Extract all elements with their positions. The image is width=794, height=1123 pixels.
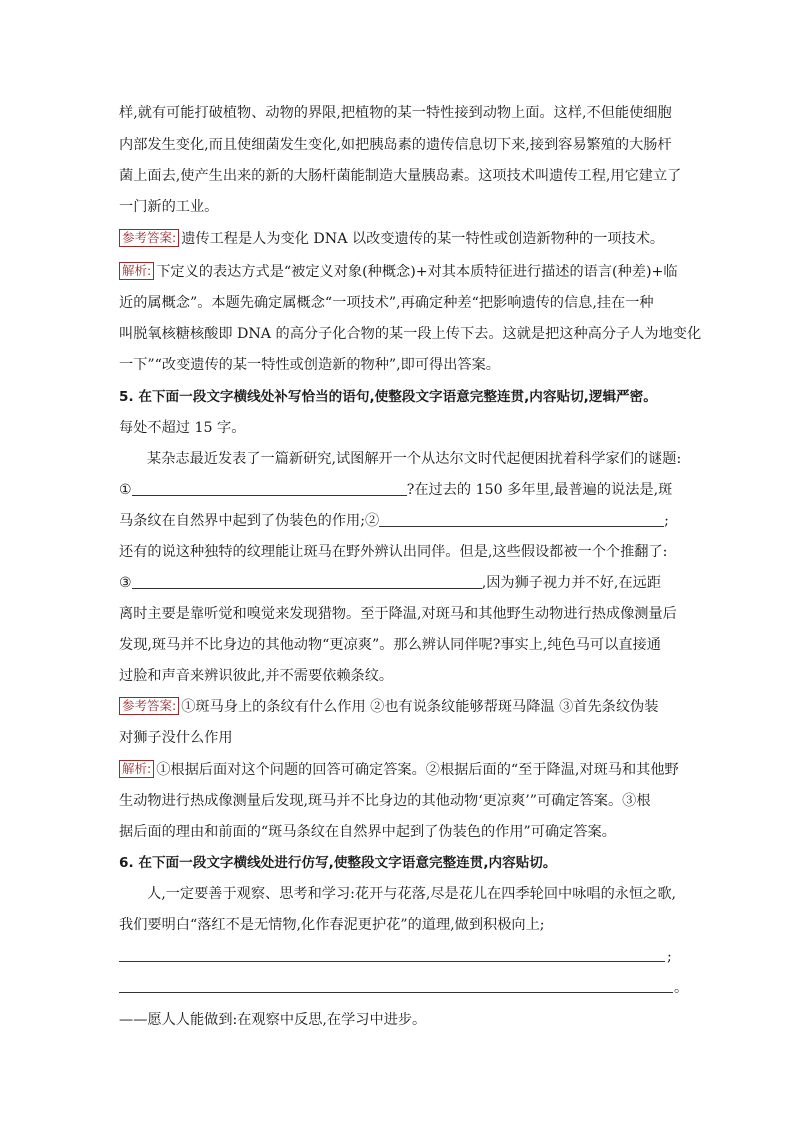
q5-analysis-line: ①根据后面对这个问题的回答可确定答案。②根据后面的“至于降温,对斑马和其他野 [156,762,679,778]
answer-tag: 参考答案: [119,229,179,247]
analysis-tag: 解析: [119,262,154,280]
q4-answer-text: 遗传工程是人为变化 DNA 以改变遗传的某一特性或创造新物种的一项技术。 [181,231,665,247]
q6-passage-line: 人,一定要善于观察、思考和学习:花开与花落,尽是花儿在四季轮回中咏唱的永恒之歌, [147,886,677,902]
q5-analysis-line: 据后面的理由和前面的“斑马条纹在自然界中起到了伪装色的作用”可确定答案。 [119,824,616,840]
q5-passage-line [119,511,679,531]
q4-analysis [119,262,679,282]
analysis-tag: 解析: [119,760,154,778]
q4-analysis-line: 下定义的表达方式是“被定义对象(种概念)+对其本质特征进行描述的语言(种差)+临 [156,264,678,280]
answer-blank-3[interactable] [132,574,482,589]
q5-passage-line: 某杂志最近发表了一篇新研究,试图解开一个从达尔文时代起便困扰着科学家们的谜题: [147,451,682,467]
q4-analysis-line: 一下”“改变遗传的某一特性或创造新的物种”,即可得出答案。 [119,357,500,373]
passage-line: 内部发生变化,而且使细菌发生变化,如把胰岛素的遗传信息切下来,接到容易繁殖的大肠杆 [119,137,672,153]
q5-passage-line [119,480,679,500]
q6-closing: ——愿人人能做到:在观察中反思,在学习中进步。 [119,1012,427,1028]
q6-passage-line: 我们要明白“落红不是无情物,化作春泥更护花”的道理,做到积极向上; [119,917,545,933]
q4-answer [119,229,679,249]
q5-passage-line [119,573,679,593]
q5-passage-line: 过脸和声音来辨识彼此,并不需要依赖条纹。 [119,668,394,684]
q5-analysis-line: 生动物进行热成像测量后发现,斑马并不比身边的其他动物‘更凉爽’”可确定答案。③根 [119,793,651,809]
line-end-mark: 。 [674,980,689,996]
answer-blank-1[interactable] [132,481,407,496]
q5-passage-line: 离时主要是靠听觉和嗅觉来发现猎物。至于降温,对斑马和其他野生动物进行热成像测量后 [119,606,677,622]
q5-passage-text: ?在过去的 150 多年里,最普遍的说法是,斑 [406,482,673,498]
q5-passage-line: 还有的说这种独特的纹理能让斑马在野外辨认出同伴。但是,这些假设都被一个个推翻了: [119,544,668,560]
q5-passage-text: 马条纹在自然界中起到了伪装色的作用;② [119,513,380,529]
answer-tag: 参考答案: [119,697,179,715]
answer-line-1[interactable] [119,961,665,962]
passage-line: 菌上面去,使产生出来的新的大肠杆菌能制造大量胰岛素。这项技术叫遗传工程,用它建立了 [119,168,682,184]
q5-answer [119,697,679,717]
passage-line: 样,就有可能打破植物、动物的界限,把植物的某一特性接到动物上面。这样,不但能使细胞 [119,105,672,121]
q5-analysis [119,760,679,780]
q6-title: 6. 在下面一段文字横线处进行仿写,使整段文字语意完整连贯,内容贴切。 [119,855,557,871]
q5-passage-text: ,因为狮子视力并不好,在远距 [481,575,662,591]
q5-answer-line: 对狮子没什么作用 [119,730,233,746]
q5-title: 5. 在下面一段文字横线处补写恰当的语句,使整段文字语意完整连贯,内容贴切,逻辑严密。 [119,389,657,405]
line-end-mark: ; [667,949,672,965]
answer-blank-2[interactable] [379,512,664,527]
blank-marker: ③ [119,575,132,591]
passage-line: 一门新的工业。 [119,199,219,215]
q5-passage-line: 发现,斑马并不比身边的其他动物“更凉爽”。那么辨认同伴呢?事实上,纯色马可以直接通 [119,637,661,653]
q5-passage-text: ; [664,513,669,529]
q4-analysis-line: 叫脱氧核糖核酸即 DNA 的高分子化合物的某一段上传下去。这就是把这种高分子人为地变化 [119,326,702,342]
q5-title-line: 每处不超过 15 字。 [119,420,246,436]
q5-answer-text: ①斑马身上的条纹有什么作用 ②也有说条纹能够帮斑马降温 ③首先条纹伪装 [181,699,659,715]
blank-marker: ① [119,482,132,498]
answer-line-2[interactable] [119,992,673,993]
q4-analysis-line: 近的属概念”。本题先确定属概念“一项技术”,再确定种差“把影响遗传的信息,挂在一种 [119,295,654,311]
